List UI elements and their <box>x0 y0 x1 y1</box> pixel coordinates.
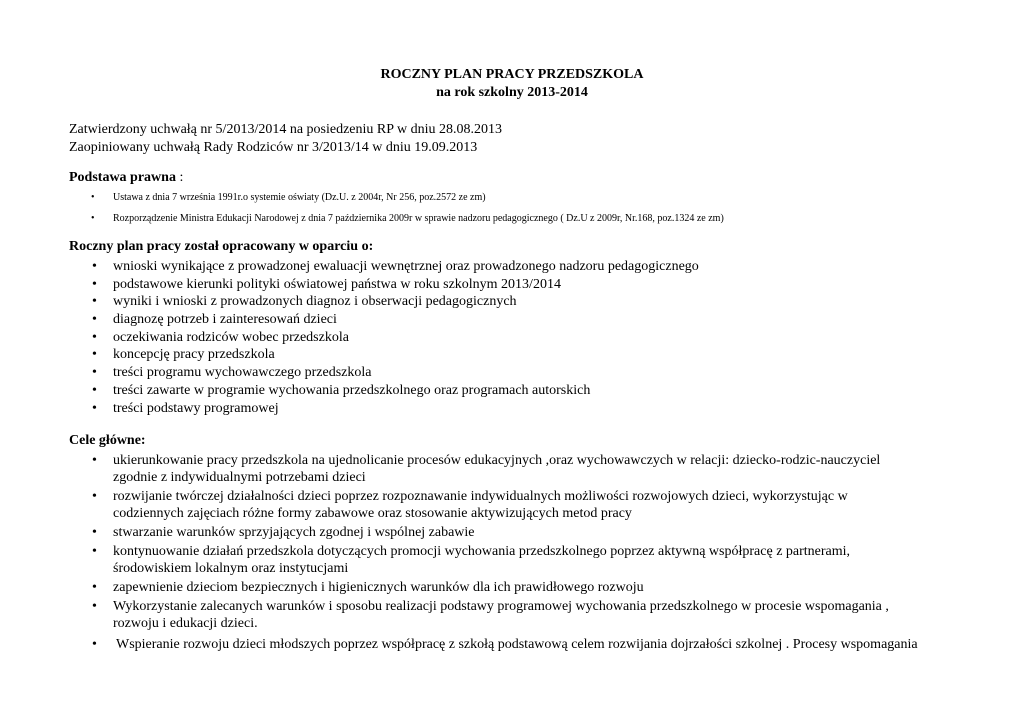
list-item <box>92 636 918 653</box>
list-item-text: treści zawarte w programie wychowania przedszkolnego oraz programach autorskich <box>113 382 591 398</box>
list-item <box>92 258 699 276</box>
list-item-text: Ustawa z dnia 7 września 1991r.o systemie oświaty (Dz.U. z 2004r, Nr 256, poz.2572 ze zm) <box>113 192 486 203</box>
goal-line-2: środowiskiem lokalnym oraz instytucjami <box>113 561 349 576</box>
plan-basis-heading-text: Roczny plan pracy został opracowany w oparciu o: <box>69 239 374 254</box>
list-item <box>92 382 699 400</box>
bullet-icon: • <box>92 544 97 559</box>
legal-basis-list <box>91 190 724 232</box>
list-item <box>91 190 724 211</box>
list-item <box>92 329 699 347</box>
bullet-icon: • <box>92 400 97 416</box>
list-item <box>92 346 699 364</box>
list-item <box>92 276 699 294</box>
bullet-icon: • <box>92 453 97 468</box>
list-item <box>92 598 918 632</box>
bullet-icon: • <box>92 637 97 652</box>
goals-heading <box>69 432 146 450</box>
approval-block <box>69 121 502 157</box>
list-item <box>92 452 918 486</box>
goal-line-1: zapewnienie dzieciom bezpiecznych i higienicznych warunków dla ich prawidłowego rozwoju <box>113 580 644 595</box>
goal-line-2: codziennych zajęciach różne formy zabawowe oraz stosowanie aktywizujących metod pracy <box>113 506 632 521</box>
list-item <box>91 211 724 232</box>
goal-line-1: rozwijanie twórczej działalności dzieci poprzez rozpoznawanie indywidualnych możliwości rozwojowych dzieci, wykorzystując w <box>113 489 848 504</box>
bullet-icon: • <box>92 276 97 292</box>
list-item-text: diagnozę potrzeb i zainteresowań dzieci <box>113 312 337 328</box>
bullet-icon: • <box>92 580 97 595</box>
bullet-icon: • <box>92 525 97 540</box>
document-title <box>0 66 1024 102</box>
approval-line-1: Zatwierdzony uchwałą nr 5/2013/2014 na posiedzeniu RP w dniu 28.08.2013 <box>69 122 503 137</box>
list-item-text: oczekiwania rodziców wobec przedszkola <box>113 329 349 345</box>
bullet-icon: • <box>92 259 97 274</box>
list-item <box>92 400 699 418</box>
plan-basis-list <box>92 258 699 417</box>
title-line-2: na rok szkolny 2013-2014 <box>436 85 588 100</box>
goals-heading-text: Cele główne: <box>69 433 146 448</box>
goals-list <box>92 452 918 655</box>
list-item <box>92 543 918 577</box>
list-item <box>92 488 918 522</box>
goal-line-1: Wspieranie rozwoju dzieci młodszych poprzez współpracę z szkołą podstawową celem rozwijania dojrzałości szkolnej . Procesy wspomagania <box>116 637 918 652</box>
bullet-icon: • <box>92 599 97 614</box>
goal-line-2: zgodnie z indywidualnymi potrzebami dzieci <box>113 470 366 485</box>
legal-basis-heading-text: Podstawa prawna <box>69 170 176 185</box>
goal-line-1: Wykorzystanie zalecanych warunków i sposobu realizacji podstawy programowej wychowania przedszkolnego w procesie wspomagania , <box>113 599 889 614</box>
legal-basis-heading-suffix: : <box>175 170 184 185</box>
title-line-1: ROCZNY PLAN PRACY PRZEDSZKOLA <box>380 67 644 82</box>
list-item <box>92 364 699 382</box>
list-item <box>92 524 918 541</box>
list-item-text: wyniki i wnioski z prowadzonych diagnoz i obserwacji pedagogicznych <box>113 294 517 310</box>
list-item-text: treści podstawy programowej <box>113 400 279 416</box>
bullet-icon: • <box>92 382 97 398</box>
list-item-text: podstawowe kierunki polityki oświatowej państwa w roku szkolnym 2013/2014 <box>113 276 561 292</box>
list-item <box>92 311 699 329</box>
bullet-icon: • <box>92 365 97 381</box>
goal-line-1: kontynuowanie działań przedszkola dotyczących promocji wychowania przedszkolnego poprzez aktywną współpracę z partnerami, <box>113 544 851 559</box>
bullet-icon: • <box>92 294 97 310</box>
bullet-icon: • <box>91 192 95 203</box>
goal-line-1: stwarzanie warunków sprzyjających zgodnej i wspólnej zabawie <box>113 525 475 540</box>
bullet-icon: • <box>91 213 95 224</box>
list-item-text: Rozporządzenie Ministra Edukacji Narodowej z dnia 7 października 2009r w sprawie nadzoru pedagogicznego ( Dz.U z 2009r, Nr.168, poz.1324 ze zm) <box>113 213 724 224</box>
bullet-icon: • <box>92 329 97 345</box>
list-item-text: treści programu wychowawczego przedszkola <box>113 365 372 381</box>
bullet-icon: • <box>92 347 97 363</box>
bullet-icon: • <box>92 489 97 504</box>
list-item-text: wnioski wynikające z prowadzonej ewaluacji wewnętrznej oraz prowadzonego nadzoru pedagogicznego <box>113 259 699 274</box>
goal-line-2: rozwoju i edukacji dzieci. <box>113 616 258 631</box>
plan-basis-heading <box>69 238 373 256</box>
bullet-icon: • <box>92 312 97 328</box>
list-item-text: koncepcję pracy przedszkola <box>113 347 275 363</box>
legal-basis-heading <box>69 169 183 187</box>
approval-line-2: Zaopiniowany uchwałą Rady Rodziców nr 3/2013/14 w dniu 19.09.2013 <box>69 140 478 155</box>
list-item <box>92 579 918 596</box>
goal-line-1: ukierunkowanie pracy przedszkola na ujednolicanie procesów edukacyjnych ,oraz wychowawczych w relacji: dziecko-rodzic-nauczyciel <box>113 453 881 468</box>
list-item <box>92 293 699 311</box>
